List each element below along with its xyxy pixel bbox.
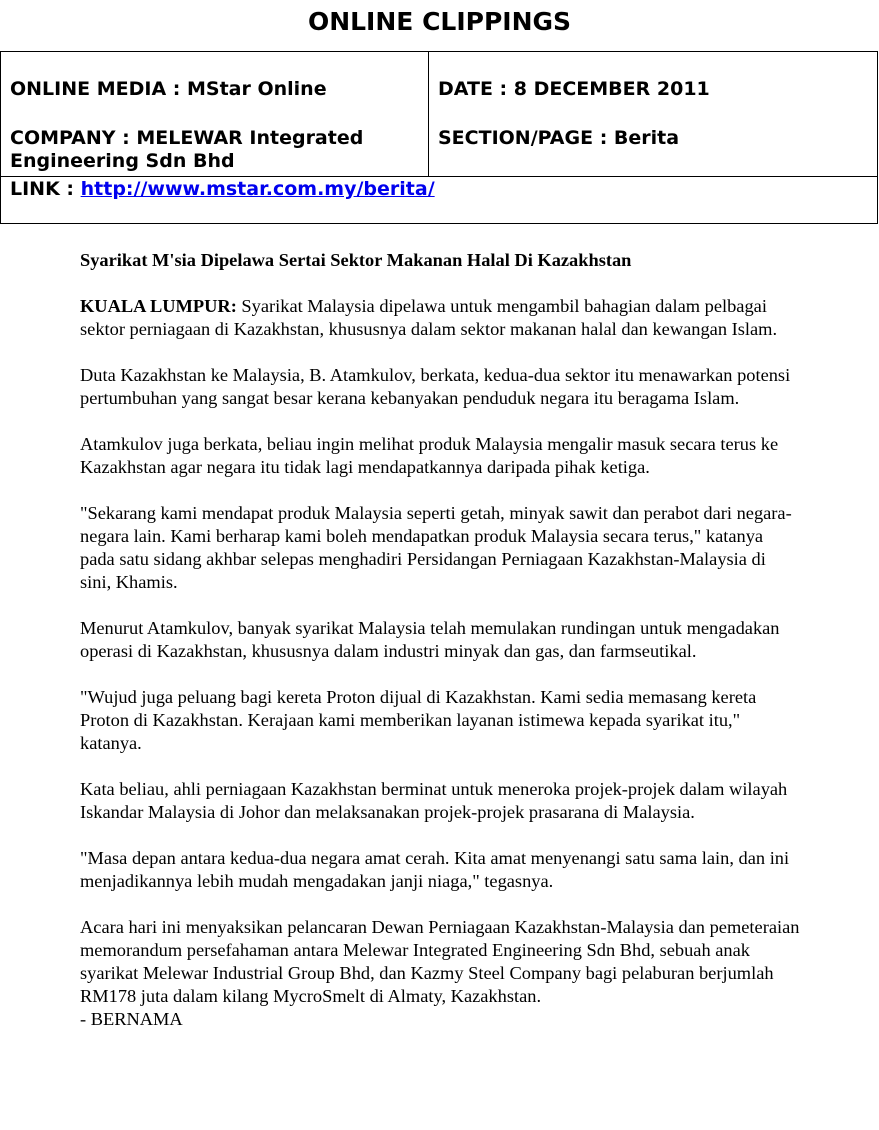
news-agency-credit: - BERNAMA: [80, 1009, 183, 1029]
article-paragraph-7: Kata beliau, ahli perniagaan Kazakhstan berminat untuk meneroka projek-projek dalam wilayah Iskandar Malaysia di Johor dan melaksanakan projek-projek prasarana di Malaysia.: [80, 779, 788, 822]
link-row: [10, 178, 435, 201]
link-prefix: LINK :: [10, 178, 81, 200]
date-label: DATE : 8 DECEMBER 2011: [438, 78, 710, 100]
article-paragraph-1: [80, 295, 800, 341]
link-cell: [1, 176, 877, 224]
article-paragraph-5: Menurut Atamkulov, banyak syarikat Malaysia telah memulakan rundingan untuk mengadakan operasi di Kazakhstan, khususnya dalam industri minyak dan gas, dan farmseutikal.: [80, 618, 780, 661]
article-paragraph-3: Atamkulov juga berkata, beliau ingin melihat produk Malaysia mengalir masuk secara terus ke Kazakhstan agar negara itu tidak lagi mendapatkannya daripada pihak ketiga.: [80, 434, 779, 477]
right-info-cell: [429, 52, 877, 176]
left-info-cell: [1, 52, 429, 176]
article-paragraph-6: "Wujud juga peluang bagi kereta Proton dijual di Kazakhstan. Kami sedia memasang kereta Proton di Kazakhstan. Kerajaan kami memberikan layanan istimewa kepada syarikat itu," katanya.: [80, 687, 757, 753]
article-link[interactable]: http://www.mstar.com.my/berita/: [80, 178, 435, 200]
section-page-label: SECTION/PAGE : Berita: [438, 127, 680, 149]
article-headline: Syarikat M'sia Dipelawa Sertai Sektor Makanan Halal Di Kazakhstan: [80, 250, 632, 270]
paragraph-9-text: Acara hari ini menyaksikan pelancaran Dewan Perniagaan Kazakhstan-Malaysia dan pemeteraian memorandum persefahaman antara Melewar Integrated Engineering Sdn Bhd, sebuah anak syarikat Melewar Industrial Group Bhd, dan Kazmy Steel Company bagi pelaburan berjumlah RM178 juta dalam kilang MycroSmelt di Almaty, Kazakhstan.: [80, 917, 800, 1006]
company-label: COMPANY : MELEWAR Integrated Engineering Sdn Bhd: [10, 127, 364, 172]
article-body: [80, 249, 800, 1031]
clipping-info-table: [0, 51, 878, 224]
page-title: ONLINE CLIPPINGS: [307, 7, 572, 36]
dateline: KUALA LUMPUR:: [80, 296, 237, 316]
article-paragraph-4: "Sekarang kami mendapat produk Malaysia seperti getah, minyak sawit dan perabot dari negara-negara lain. Kami berharap kami boleh mendapatkan produk Malaysia secara terus," katanya pada satu sidang akhbar selepas menghadiri Persidangan Perniagaan Kazakhstan-Malaysia di sini, Khamis.: [80, 503, 792, 592]
article-paragraph-9: [80, 916, 800, 1031]
online-media-label: ONLINE MEDIA : MStar Online: [10, 78, 327, 100]
paragraph-1-text: Syarikat Malaysia dipelawa untuk mengambil bahagian dalam pelbagai sektor perniagaan di Kazakhstan, khususnya dalam sektor makanan halal dan kewangan Islam.: [80, 296, 778, 339]
article-paragraph-8: "Masa depan antara kedua-dua negara amat cerah. Kita amat menyenangi satu sama lain, dan ini menjadikannya lebih mudah mengadakan janji niaga," tegasnya.: [80, 848, 790, 891]
article-paragraph-2: Duta Kazakhstan ke Malaysia, B. Atamkulov, berkata, kedua-dua sektor itu menawarkan potensi pertumbuhan yang sangat besar kerana kebanyakan penduduk negara itu beragama Islam.: [80, 365, 791, 408]
